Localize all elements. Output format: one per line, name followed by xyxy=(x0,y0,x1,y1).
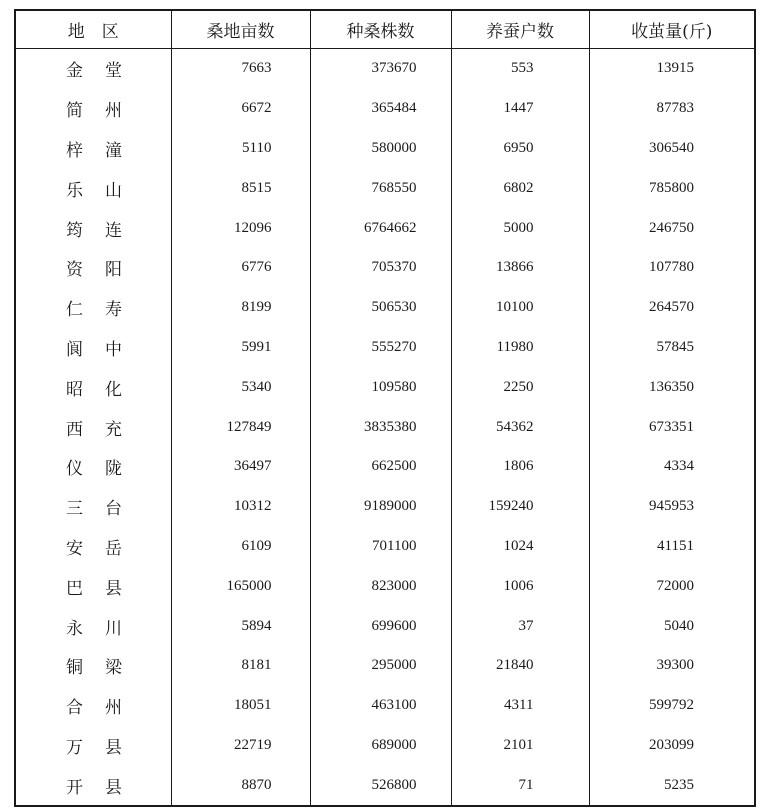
header-mulberry-mu: 桑地亩数 xyxy=(171,10,310,49)
mulberry-trees-cell: 6764662 xyxy=(310,208,451,248)
mulberry-trees-cell: 699600 xyxy=(310,606,451,646)
cocoon-yield-cell: 246750 xyxy=(589,208,755,248)
table-row xyxy=(15,646,755,686)
header-mulberry-trees: 种桑株数 xyxy=(310,10,451,49)
mulberry-mu-cell: 36497 xyxy=(171,447,310,487)
table-header xyxy=(15,10,755,49)
silkworm-households-cell: 54362 xyxy=(451,407,589,447)
table-row xyxy=(15,288,755,328)
mulberry-trees-cell: 506530 xyxy=(310,288,451,328)
region-cell: 筠连 xyxy=(15,208,171,248)
silkworm-households-cell: 1006 xyxy=(451,566,589,606)
region-cell: 乐山 xyxy=(15,168,171,208)
cocoon-yield-cell: 785800 xyxy=(589,168,755,208)
table-row xyxy=(15,367,755,407)
silkworm-households-cell: 4311 xyxy=(451,686,589,726)
header-row xyxy=(15,10,755,49)
mulberry-mu-cell: 8870 xyxy=(171,765,310,806)
region-cell: 昭化 xyxy=(15,367,171,407)
silkworm-households-cell: 6950 xyxy=(451,129,589,169)
cocoon-yield-cell: 13915 xyxy=(589,49,755,89)
region-cell: 开县 xyxy=(15,765,171,806)
sericulture-statistics-sheet xyxy=(14,9,754,804)
mulberry-trees-cell: 823000 xyxy=(310,566,451,606)
silkworm-households-cell: 159240 xyxy=(451,487,589,527)
silkworm-households-cell: 37 xyxy=(451,606,589,646)
mulberry-mu-cell: 12096 xyxy=(171,208,310,248)
mulberry-mu-cell: 8515 xyxy=(171,168,310,208)
cocoon-yield-cell: 4334 xyxy=(589,447,755,487)
mulberry-mu-cell: 8199 xyxy=(171,288,310,328)
mulberry-mu-cell: 6109 xyxy=(171,527,310,567)
mulberry-mu-cell: 165000 xyxy=(171,566,310,606)
table-row xyxy=(15,487,755,527)
silkworm-households-cell: 71 xyxy=(451,765,589,806)
mulberry-trees-cell: 109580 xyxy=(310,367,451,407)
region-cell: 简州 xyxy=(15,89,171,129)
table-row xyxy=(15,726,755,766)
mulberry-mu-cell: 5110 xyxy=(171,129,310,169)
mulberry-mu-cell: 5340 xyxy=(171,367,310,407)
table-row xyxy=(15,328,755,368)
table-row xyxy=(15,49,755,89)
mulberry-mu-cell: 7663 xyxy=(171,49,310,89)
mulberry-trees-cell: 365484 xyxy=(310,89,451,129)
region-cell: 安岳 xyxy=(15,527,171,567)
mulberry-mu-cell: 10312 xyxy=(171,487,310,527)
cocoon-yield-cell: 5040 xyxy=(589,606,755,646)
silkworm-households-cell: 13866 xyxy=(451,248,589,288)
cocoon-yield-cell: 5235 xyxy=(589,765,755,806)
mulberry-trees-cell: 295000 xyxy=(310,646,451,686)
mulberry-mu-cell: 5894 xyxy=(171,606,310,646)
mulberry-trees-cell: 555270 xyxy=(310,328,451,368)
mulberry-trees-cell: 768550 xyxy=(310,168,451,208)
mulberry-trees-cell: 701100 xyxy=(310,527,451,567)
cocoon-yield-cell: 136350 xyxy=(589,367,755,407)
silkworm-households-cell: 553 xyxy=(451,49,589,89)
table-row xyxy=(15,407,755,447)
cocoon-yield-cell: 57845 xyxy=(589,328,755,368)
mulberry-trees-cell: 9189000 xyxy=(310,487,451,527)
mulberry-trees-cell: 526800 xyxy=(310,765,451,806)
mulberry-trees-cell: 3835380 xyxy=(310,407,451,447)
table-row xyxy=(15,208,755,248)
mulberry-trees-cell: 580000 xyxy=(310,129,451,169)
silkworm-households-cell: 11980 xyxy=(451,328,589,368)
table-row xyxy=(15,527,755,567)
cocoon-yield-cell: 599792 xyxy=(589,686,755,726)
cocoon-yield-cell: 41151 xyxy=(589,527,755,567)
silkworm-households-cell: 2250 xyxy=(451,367,589,407)
mulberry-mu-cell: 127849 xyxy=(171,407,310,447)
mulberry-mu-cell: 18051 xyxy=(171,686,310,726)
cocoon-yield-cell: 306540 xyxy=(589,129,755,169)
table-row xyxy=(15,447,755,487)
table-row xyxy=(15,248,755,288)
table-row xyxy=(15,566,755,606)
cocoon-yield-cell: 72000 xyxy=(589,566,755,606)
header-region: 地 区 xyxy=(15,10,171,49)
silkworm-households-cell: 6802 xyxy=(451,168,589,208)
cocoon-yield-cell: 673351 xyxy=(589,407,755,447)
region-cell: 阆中 xyxy=(15,328,171,368)
table-body xyxy=(15,49,755,807)
table-row xyxy=(15,129,755,169)
silkworm-households-cell: 1447 xyxy=(451,89,589,129)
mulberry-trees-cell: 463100 xyxy=(310,686,451,726)
region-cell: 西充 xyxy=(15,407,171,447)
mulberry-mu-cell: 5991 xyxy=(171,328,310,368)
mulberry-trees-cell: 662500 xyxy=(310,447,451,487)
silkworm-households-cell: 1806 xyxy=(451,447,589,487)
silkworm-households-cell: 5000 xyxy=(451,208,589,248)
region-cell: 仁寿 xyxy=(15,288,171,328)
header-silkworm-households: 养蚕户数 xyxy=(451,10,589,49)
silkworm-households-cell: 21840 xyxy=(451,646,589,686)
region-cell: 资阳 xyxy=(15,248,171,288)
silkworm-households-cell: 2101 xyxy=(451,726,589,766)
region-cell: 金堂 xyxy=(15,49,171,89)
table-row xyxy=(15,89,755,129)
region-cell: 铜梁 xyxy=(15,646,171,686)
cocoon-yield-cell: 107780 xyxy=(589,248,755,288)
region-cell: 仪陇 xyxy=(15,447,171,487)
region-cell: 万县 xyxy=(15,726,171,766)
mulberry-mu-cell: 6672 xyxy=(171,89,310,129)
mulberry-mu-cell: 22719 xyxy=(171,726,310,766)
table-row xyxy=(15,168,755,208)
silkworm-households-cell: 10100 xyxy=(451,288,589,328)
table-row xyxy=(15,606,755,646)
cocoon-yield-cell: 203099 xyxy=(589,726,755,766)
header-cocoon-yield: 收茧量(斤) xyxy=(589,10,755,49)
region-cell: 合州 xyxy=(15,686,171,726)
table-row xyxy=(15,686,755,726)
region-cell: 梓潼 xyxy=(15,129,171,169)
mulberry-trees-cell: 689000 xyxy=(310,726,451,766)
mulberry-mu-cell: 8181 xyxy=(171,646,310,686)
cocoon-yield-cell: 87783 xyxy=(589,89,755,129)
mulberry-trees-cell: 705370 xyxy=(310,248,451,288)
sericulture-data-table xyxy=(14,9,756,807)
cocoon-yield-cell: 264570 xyxy=(589,288,755,328)
cocoon-yield-cell: 39300 xyxy=(589,646,755,686)
region-cell: 巴县 xyxy=(15,566,171,606)
region-cell: 永川 xyxy=(15,606,171,646)
mulberry-trees-cell: 373670 xyxy=(310,49,451,89)
table-row xyxy=(15,765,755,806)
silkworm-households-cell: 1024 xyxy=(451,527,589,567)
cocoon-yield-cell: 945953 xyxy=(589,487,755,527)
mulberry-mu-cell: 6776 xyxy=(171,248,310,288)
region-cell: 三台 xyxy=(15,487,171,527)
